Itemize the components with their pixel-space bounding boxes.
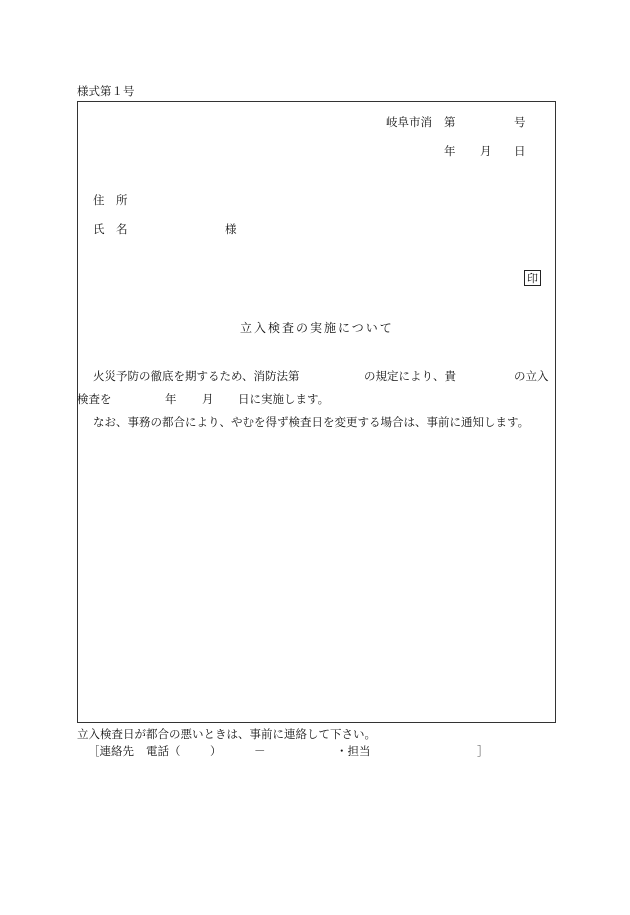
body-line1-part1: 火災予防の徹底を期するため、消防法第	[93, 369, 300, 383]
address-label: 住 所	[93, 193, 128, 207]
contact-open: ［連絡先	[88, 744, 134, 758]
seal-stamp: 印	[524, 270, 541, 286]
date-year: 年	[444, 144, 456, 158]
phone-label: 電話（	[146, 744, 181, 758]
phone-dash: －	[254, 744, 266, 758]
body-line2-month: 月	[202, 392, 214, 406]
document-title: 立入検査の実施について	[240, 321, 394, 335]
number-go: 号	[514, 115, 526, 129]
body-line2-part1: 検査を	[77, 392, 112, 406]
body-line2-year: 年	[165, 392, 177, 406]
body-line1-part2: の規定により、貴	[364, 369, 456, 383]
footer-note: 立入検査日が都合の悪いときは、事前に連絡して下さい。	[77, 727, 376, 741]
body-line1-part3: の立入	[514, 369, 549, 383]
honorific: 様	[225, 222, 237, 236]
document-frame	[77, 101, 556, 723]
phone-paren-close: ）	[210, 744, 222, 758]
number-dai: 第	[444, 115, 456, 129]
person-label: ・担当	[336, 744, 371, 758]
name-label: 氏 名	[93, 222, 128, 236]
contact-close: ］	[477, 744, 489, 758]
issuer-label: 岐阜市消	[386, 115, 432, 129]
form-number: 様式第１号	[77, 84, 135, 98]
date-day: 日	[514, 144, 526, 158]
body-line3: なお、事務の都合により、やむを得ず検査日を変更する場合は、事前に通知します。	[93, 415, 530, 429]
body-line2-day: 日に実施します。	[238, 392, 330, 406]
date-month: 月	[480, 144, 492, 158]
